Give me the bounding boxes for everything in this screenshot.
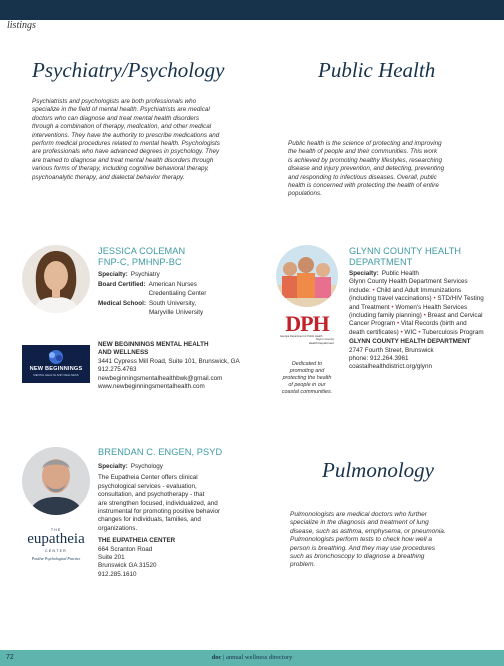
coleman-details: Specialty: Psychiatry Board Certified: American Nurses Credentialing Center Medical School: South University, Maryville University [98, 271, 207, 316]
section-label: listings [7, 20, 36, 31]
glynn-tagline: Dedicated to promoting and protecting the health of people in our coastal communities. [281, 361, 333, 395]
glynn-website-link[interactable]: coastalhealthdistrict.org/glynn [349, 363, 432, 371]
glynn-details: Specialty: Public Health Glynn County Health Department Services include: • Child and Adult Immunizations (including travel vaccinations) • STD/HIV Testing and Treatment • Women's Health Services (including family planning) • Breast and Cervical Cancer Program • Vital Records (birth and death certificates) • WIC • Tuberculosis Program GLYNN COUNTY HEALTH DEPARTMENT 2747 Fourth Street, Brunswick phone: 912.264.3961 coastalhealthdistrict.org/glynn [349, 270, 484, 371]
coleman-name: JESSICA COLEMAN FNP-C, PMHNP-BC [98, 246, 186, 267]
eupatheia-logo: THE eupatheia CENTER Positive Psychological Practice [27, 528, 85, 561]
new-beginnings-logo-sub: MENTAL HEALTH AND WELLNESS [33, 373, 79, 377]
engen-practice: THE EUPATHEIA CENTER [98, 537, 176, 545]
glynn-address: 2747 Fourth Street, Brunswick [349, 346, 434, 354]
engen-details: Specialty: Psychology The Eupatheia Center offers clinical psychological services - evaluation, consultation, and psychotherapy - that are strengthen focused, individualized, and instrumental for promoting positive behavior changes for individuals, families, and organizations. THE EUPATHEIA CENTER 664 Scranton Road Suite 201 Brunswick GA 31520 912.285.1610 [98, 463, 248, 579]
dph-logo-letters: DPH [285, 311, 329, 336]
glynn-photo [276, 245, 338, 307]
public-health-intro: Public health is the science of protecting and improving the health of people and their communities. This work is achieved by promoting healthy lifestyles, researching disease and injury prevention, and detecting, preventing and responding to infectious diseases. Overall, public health is concerned with protecting the health of entire populations. [288, 140, 445, 198]
coleman-email-link[interactable]: newbeginningsmentalhealthbwk@gmail.com [98, 374, 223, 382]
page-number: 72 [6, 654, 14, 661]
glynn-phone: phone: 912.264.3961 [349, 355, 409, 363]
coleman-photo [22, 245, 90, 313]
engen-photo [22, 447, 90, 515]
glynn-org: GLYNN COUNTY HEALTH DEPARTMENT [349, 338, 471, 346]
new-beginnings-logo-title: NEW BEGINNINGS [29, 366, 83, 372]
top-banner [0, 0, 504, 20]
glynn-services-list: include: • Child and Adult Immunizations (including travel vaccinations) • STD/HIV Testing and Treatment • Women's Health Services (including family planning) • Breast and Cervical Cancer Program • Vital Records (birth and death certificates) • WIC • Tuberculosis Program [349, 286, 484, 336]
glynn-name: GLYNN COUNTY HEALTH DEPARTMENT [349, 246, 462, 267]
pulmonology-intro: Pulmonologists are medical doctors who further specialize in the diagnosis and treatment of lung disease, such as asthma, emphysema, or pneumonia. Pulmonologists perform tests to check how well a person is breathing. And they may use procedures such as bronchoscopy to diagnose a breathing problem. [290, 511, 446, 569]
engen-phone: 912.285.1610 [98, 570, 137, 578]
publication-name: doc | annual wellness directory [211, 654, 293, 661]
coleman-phone: 912.275.4763 [98, 366, 137, 374]
new-beginnings-logo [22, 345, 90, 383]
pulmonology-title: Pulmonology [322, 458, 434, 482]
coleman-address: 3441 Cypress Mill Road, Suite 101, Brunswick, GA [98, 357, 240, 365]
coleman-website-link[interactable]: www.newbeginningsmentalhealth.com [98, 383, 205, 391]
coleman-practice: NEW BEGINNINGS MENTAL HEALTH AND WELLNESS 3441 Cypress Mill Road, Suite 101, Brunswick, GA 912.275.4763 newbeginningsmentalhealthbwk@gmail.com www.newbeginningsmentalhealth.com [98, 341, 258, 391]
psychiatry-title: Psychiatry/Psychology [32, 58, 225, 82]
dph-logo: DPH Georgia Department of Public Health Glynn County Health Department [280, 311, 334, 345]
psychiatry-intro: Psychiatrists and psychologists are both professionals who specialize in the field of mental health. Psychiatrists are medical doctors who can diagnose and treat mental health disorders through a combination of therapy, medication, and other medical interventions. They have the authority to prescribe medications and perform medical procedures related to mental health. Psychologists are professionals who have advanced degrees in psychology. They are trained to diagnose and treat mental health disorders through various forms of therapy, including cognitive behavioral therapy, psychoanalytic therapy, and dialectal behavior therapy. [32, 98, 220, 181]
public-health-title: Public Health [318, 58, 436, 82]
engen-name: BRENDAN C. ENGEN, PSYD [98, 447, 223, 457]
